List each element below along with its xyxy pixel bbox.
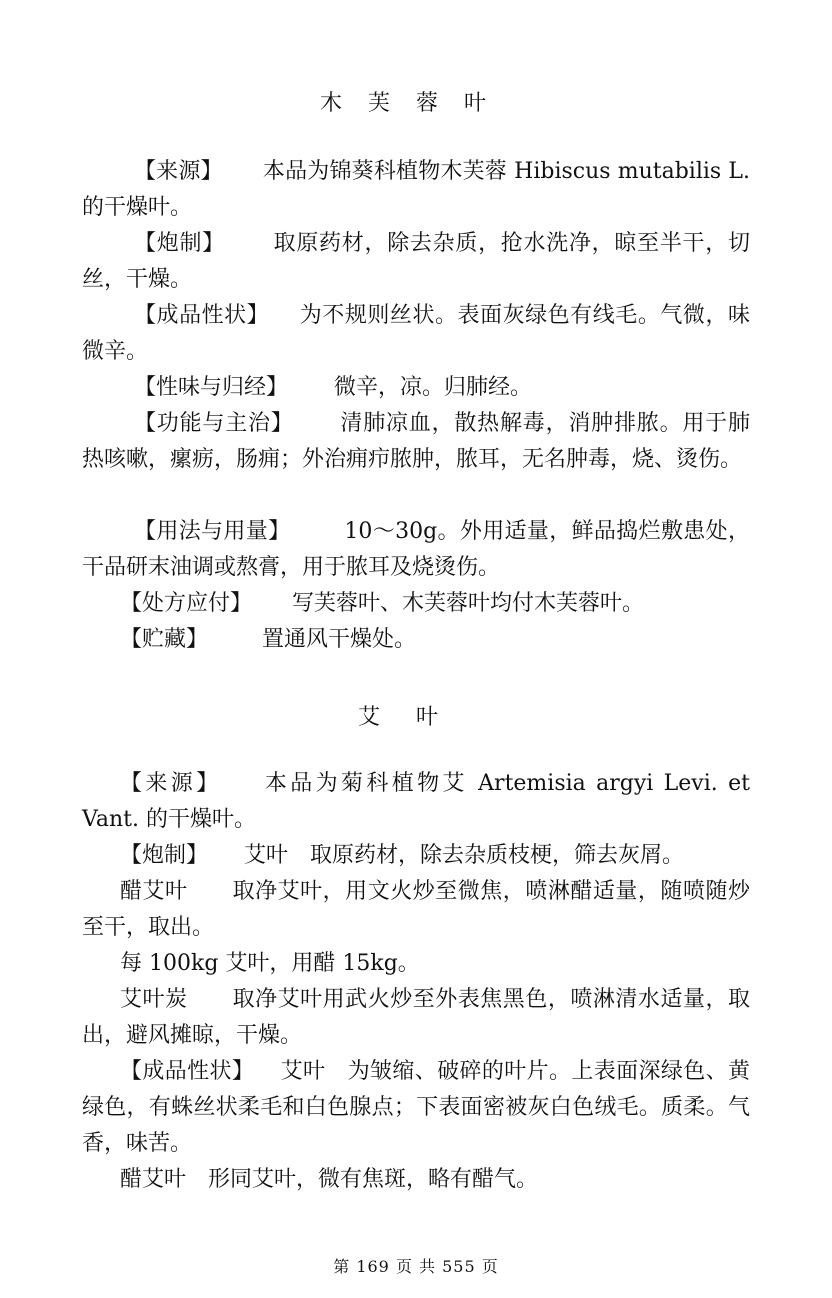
- paragraph-tag: 【炮制】: [134, 231, 225, 256]
- paragraph-vinegar-appearance: [82, 1162, 750, 1198]
- paragraph-tag: 【用法与用量】: [134, 519, 291, 544]
- paragraph-prescription: [82, 586, 750, 622]
- paragraph-appearance: [82, 1054, 750, 1162]
- paragraph-usage-dosage: [82, 514, 750, 586]
- paragraph-tag: 【成品性状】: [134, 303, 270, 328]
- paragraph-text: 本品为锦葵科植物木芙蓉 Hibiscus mutabilis L. 的干燥叶。: [82, 159, 750, 220]
- paragraph-ratio: [82, 946, 750, 982]
- paragraph-text: 取原药材，除去杂质，抢水洗净，晾至半干，切丝，干燥。: [82, 231, 750, 292]
- paragraph-tag: 【来源】: [120, 771, 222, 796]
- section-title-aiye: 艾叶: [357, 705, 474, 730]
- paragraph-text: 艾叶炭 取净艾叶用武火炒至外表焦黑色，喷淋清水适量，取出，避风摊晾，干燥。: [82, 987, 750, 1048]
- paragraph-text: 为不规则丝状。表面灰绿色有线毛。气微，味微辛。: [82, 303, 750, 364]
- paragraph-functions: [82, 406, 750, 478]
- paragraph-text: 置通风干燥处。: [262, 627, 417, 652]
- paragraph-source: [82, 154, 750, 226]
- paragraph-tag: 【来源】: [134, 159, 223, 184]
- paragraph-text: 醋艾叶 形同艾叶，微有焦斑，略有醋气。: [120, 1167, 539, 1192]
- paragraph-tag: 【性味与归经】: [134, 375, 289, 400]
- paragraph-text: 艾叶 取原药材，除去杂质枝梗，筛去灰屑。: [244, 843, 685, 868]
- paragraph-text: 10～30g。外用适量，鲜品捣烂敷患处，干品研末油调或熬膏，用于脓耳及烧烫伤。: [82, 519, 750, 580]
- paragraph-processing: [82, 226, 750, 298]
- paragraph-text: 写芙蓉叶、木芙蓉叶均付木芙蓉叶。: [292, 591, 645, 616]
- paragraph-storage: [82, 622, 750, 658]
- paragraph-tag: 【炮制】: [120, 843, 209, 868]
- paragraph-charcoal-processing: [82, 982, 750, 1054]
- paragraph-text: 本品为菊科植物艾 Artemisia argyi Levi. et Vant. 的干燥叶。: [82, 771, 750, 832]
- paragraph-source: [82, 766, 750, 838]
- paragraph-text: 艾叶 为皱缩、破碎的叶片。上表面深绿色、黄绿色，有蛛丝状柔毛和白色腺点；下表面密被灰白色绒毛。质柔。气香，味苦。: [82, 1059, 750, 1156]
- paragraph-text: 清肺凉血，散热解毒，消肿排脓。用于肺热咳嗽，瘰疬，肠痈；外治痈疖脓肿，脓耳，无名肿毒，烧、烫伤。: [82, 411, 750, 472]
- paragraph-tag: 【功能与主治】: [134, 411, 294, 436]
- paragraph-nature-meridian: [82, 370, 750, 406]
- paragraph-text: 每 100kg 艾叶，用醋 15kg。: [120, 951, 420, 976]
- paragraph-text: 醋艾叶 取净艾叶，用文火炒至微焦，喷淋醋适量，随喷随炒至干，取出。: [82, 879, 750, 940]
- paragraph-vinegar-processing: [82, 874, 750, 946]
- paragraph-text: 微辛，凉。归肺经。: [334, 375, 533, 400]
- paragraph-tag: 【处方应付】: [120, 591, 253, 616]
- page-number-footer: 第 169 页 共 555 页: [333, 1257, 499, 1276]
- section-title-mufurongye: 木芙蓉叶: [319, 91, 512, 116]
- paragraph-processing: [82, 838, 750, 874]
- paragraph-tag: 【贮藏】: [120, 627, 209, 652]
- paragraph-appearance: [82, 298, 750, 370]
- paragraph-tag: 【成品性状】: [120, 1059, 255, 1084]
